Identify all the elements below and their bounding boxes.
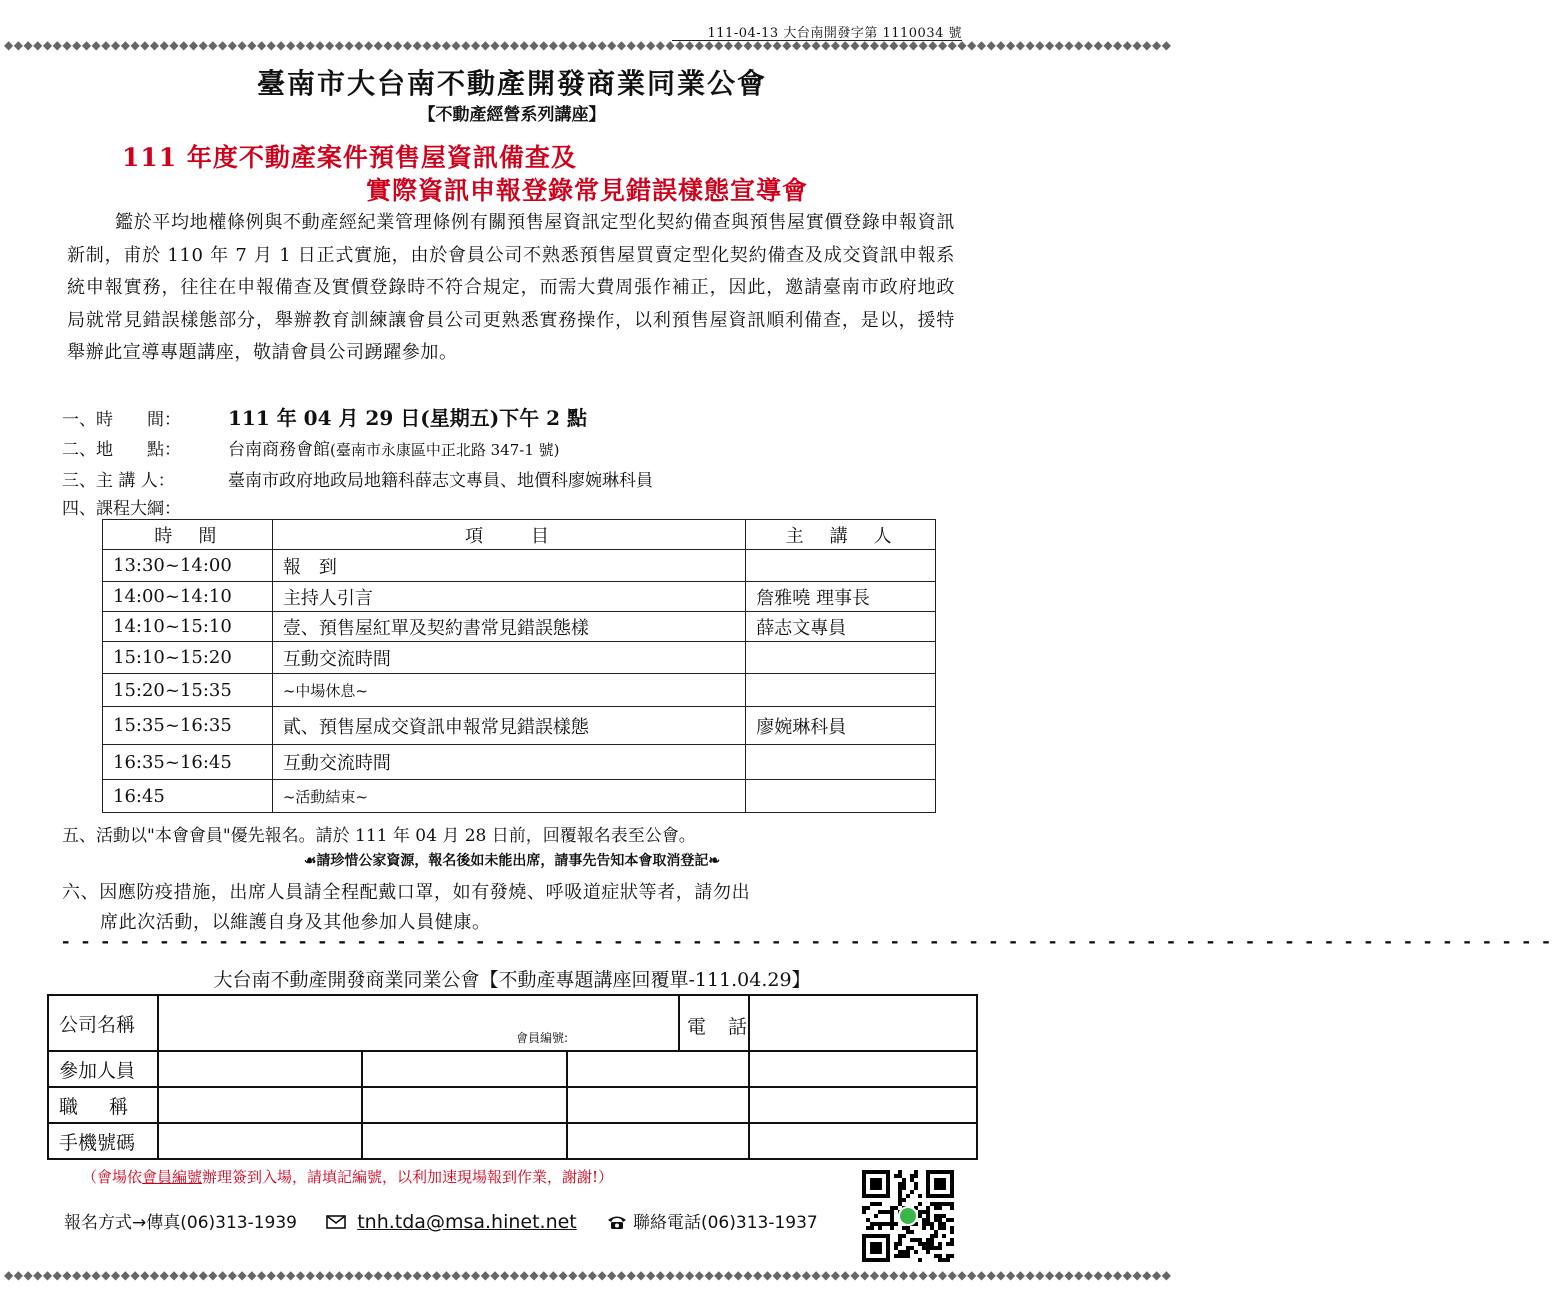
mobile-field-3[interactable] <box>567 1123 749 1159</box>
event-title-line2: 實際資訊申報登錄常見錯誤樣態宣導會 <box>366 176 809 205</box>
attendee-field-1[interactable] <box>158 1051 362 1087</box>
schedule-speaker: 詹雅嘵 理事長 <box>746 582 936 612</box>
schedule-row <box>103 745 936 780</box>
schedule-table <box>102 519 936 813</box>
schedule-row <box>103 707 936 745</box>
speaker-label: 三、主 講 人： <box>62 471 175 491</box>
place-address: (臺南市永康區中正北路 347-1 號) <box>330 441 560 459</box>
cut-line-divider: - - - - - - - - - - - - - - - - - - - - - - - - - - - - - - - - - - - - - - - - - - - - - - - - - - - - - - - - - - - - - - - - - - - - - - - - - - - - <box>62 931 1553 952</box>
fax-info: 報名方式→傳真(06)313-1939 <box>64 1213 297 1233</box>
company-row <box>48 995 977 1051</box>
schedule-item: 報 到 <box>272 550 745 582</box>
schedule-time: 16:35~16:45 <box>103 745 273 780</box>
schedule-row <box>103 642 936 674</box>
company-name-field[interactable] <box>158 995 679 1051</box>
outline-item <box>62 494 181 519</box>
schedule-item: ~活動結束~ <box>272 780 745 813</box>
check-in-reminder <box>82 1166 613 1187</box>
position-field-1[interactable] <box>158 1087 362 1123</box>
mobile-field-4[interactable] <box>749 1123 977 1159</box>
schedule-item: 主持人引言 <box>272 582 745 612</box>
mobile-field-1[interactable] <box>158 1123 362 1159</box>
lecture-series: 【不動產經營系列講座】 <box>418 105 606 125</box>
schedule-row <box>103 612 936 642</box>
schedule-row <box>103 780 936 813</box>
reminder-suffix: 辦理簽到入場，請填記編號，以利加速現場報到作業，謝謝!） <box>202 1168 614 1186</box>
schedule-speaker: 廖婉琳科員 <box>746 707 936 745</box>
time-label: 一、時 間： <box>62 410 181 430</box>
schedule-header-time: 時 間 <box>103 520 273 550</box>
schedule-item: 互動交流時間 <box>272 642 745 674</box>
speaker-value: 臺南市政府地政局地籍科薛志文專員、地價科廖婉琳科員 <box>228 471 653 491</box>
note-six-line2: 席此次活動，以維護自身及其他參加人員健康。 <box>100 912 491 933</box>
mobile-label: 手機號碼 <box>48 1123 158 1159</box>
place-value: 台南商務會館 <box>228 440 330 460</box>
time-value: 111 年 04 月 29 日(星期五)下午 2 點 <box>228 406 587 430</box>
schedule-speaker: 薛志文專員 <box>746 612 936 642</box>
place-item <box>62 435 559 460</box>
position-field-3[interactable] <box>567 1087 749 1123</box>
schedule-time: 14:00~14:10 <box>103 582 273 612</box>
schedule-header-item: 項 目 <box>272 520 745 550</box>
note-six-line1: 六、因應防疫措施，出席人員請全程配戴口罩，如有發燒、呼吸道症狀等者，請勿出 <box>62 882 751 903</box>
attendee-field-3[interactable] <box>567 1051 749 1087</box>
mobile-field-2[interactable] <box>362 1123 567 1159</box>
place-label: 二、地 點： <box>62 440 181 460</box>
schedule-time: 15:35~16:35 <box>103 707 273 745</box>
reminder-prefix: （會場依 <box>82 1168 143 1186</box>
schedule-time: 13:30~14:00 <box>103 550 273 582</box>
position-field-4[interactable] <box>749 1087 977 1123</box>
phone-contact: 聯絡電話(06)313-1937 <box>632 1213 818 1233</box>
schedule-row <box>103 582 936 612</box>
speaker-item <box>62 466 653 491</box>
schedule-item: ~中場休息~ <box>272 674 745 707</box>
schedule-item: 貳、預售屋成交資訊申報常見錯誤樣態 <box>272 707 745 745</box>
attendee-row <box>48 1051 977 1087</box>
telephone-icon <box>606 1214 628 1230</box>
cancellation-note: ☙請珍惜公家資源，報名後如未能出席，請事先告知本會取消登記❧ <box>303 853 721 869</box>
schedule-time: 15:20~15:35 <box>103 674 273 707</box>
position-row <box>48 1087 977 1123</box>
event-title-line1: 111 年度不動產案件預售屋資訊備查及 <box>122 143 577 172</box>
organization-title: 臺南市大台南不動產開發商業同業公會 <box>256 67 767 100</box>
reminder-member-number: 會員編號 <box>142 1168 203 1186</box>
schedule-time: 16:45 <box>103 780 273 813</box>
top-diamond-border: ◆◆◆◆◆◆◆◆◆◆◆◆◆◆◆◆◆◆◆◆◆◆◆◆◆◆◆◆◆◆◆◆◆◆◆◆◆◆◆◆◆◆◆◆◆◆◆◆◆◆◆◆◆◆◆◆◆◆◆◆◆◆◆◆◆◆◆◆◆◆◆◆◆◆◆◆◆◆◆◆◆◆◆◆◆◆◆◆◆◆◆◆◆◆◆◆◆◆◆◆◆◆◆◆◆◆◆◆◆◆◆◆◆◆◆◆◆◆◆◆ <box>4 38 1172 52</box>
note-five: 五、活動以"本會會員"優先報名。請於 111 年 04 月 28 日前，回覆報名表至公會。 <box>62 826 696 846</box>
schedule-speaker <box>746 780 936 813</box>
schedule-speaker <box>746 745 936 780</box>
reply-form <box>47 994 978 1160</box>
schedule-speaker <box>746 674 936 707</box>
mobile-row <box>48 1123 977 1159</box>
attendee-field-4[interactable] <box>749 1051 977 1087</box>
phone-label: 電 話 <box>687 1016 756 1038</box>
envelope-icon <box>326 1215 346 1229</box>
schedule-speaker <box>746 550 936 582</box>
attendee-field-2[interactable] <box>362 1051 567 1087</box>
email-link[interactable]: tnh.tda@msa.hinet.net <box>357 1211 577 1233</box>
attendee-label: 參加人員 <box>48 1051 158 1087</box>
member-number-label: 會員編號: <box>516 1031 569 1045</box>
company-name-label: 公司名稱 <box>48 995 158 1051</box>
schedule-item: 壹、預售屋紅單及契約書常見錯誤態樣 <box>272 612 745 642</box>
intro-paragraph: 鑑於平均地權條例與不動產經紀業管理條例有關預售屋資訊定型化契約備查與預售屋實價登錄申報資訊新制，甫於 110 年 7 月 1 日正式實施，由於會員公司不熟悉預售屋買賣定型化契約備查及成交資訊申報系統申報實務，往往在申報備查及實價登錄時不符合規定，而需大費周張作補正，因此，邀請臺南市政府地政局就常見錯誤樣態部分，舉辦教育訓練讓會員公司更熟悉實務操作，以利預售屋資訊順利備查，是以，援特舉辦此宣導專題講座，敬請會員公司踴躍參加。 <box>67 212 955 363</box>
line-qr-code[interactable] <box>862 1170 954 1262</box>
outline-label: 四、課程大綱： <box>62 499 181 519</box>
schedule-time: 14:10~15:10 <box>103 612 273 642</box>
schedule-speaker <box>746 642 936 674</box>
schedule-row <box>103 550 936 582</box>
contact-line <box>64 1208 818 1233</box>
document-number: 111-04-13 大台南開發字第 1110034 號 <box>707 26 962 41</box>
reply-form-title: 大台南不動產開發商業同業公會【不動產專題講座回覆單-111.04.29】 <box>213 969 811 991</box>
schedule-header-row <box>103 520 936 550</box>
time-item <box>62 402 587 431</box>
schedule-time: 15:10~15:20 <box>103 642 273 674</box>
bottom-diamond-border: ◆◆◆◆◆◆◆◆◆◆◆◆◆◆◆◆◆◆◆◆◆◆◆◆◆◆◆◆◆◆◆◆◆◆◆◆◆◆◆◆◆◆◆◆◆◆◆◆◆◆◆◆◆◆◆◆◆◆◆◆◆◆◆◆◆◆◆◆◆◆◆◆◆◆◆◆◆◆◆◆◆◆◆◆◆◆◆◆◆◆◆◆◆◆◆◆◆◆◆◆◆◆◆◆◆◆◆◆◆◆◆◆◆◆◆◆◆◆◆◆ <box>4 1268 1172 1282</box>
schedule-item: 互動交流時間 <box>272 745 745 780</box>
phone-field[interactable] <box>749 995 977 1051</box>
position-label: 職 稱 <box>48 1087 158 1123</box>
schedule-row <box>103 674 936 707</box>
position-field-2[interactable] <box>362 1087 567 1123</box>
schedule-header-speaker: 主 講 人 <box>746 520 936 550</box>
